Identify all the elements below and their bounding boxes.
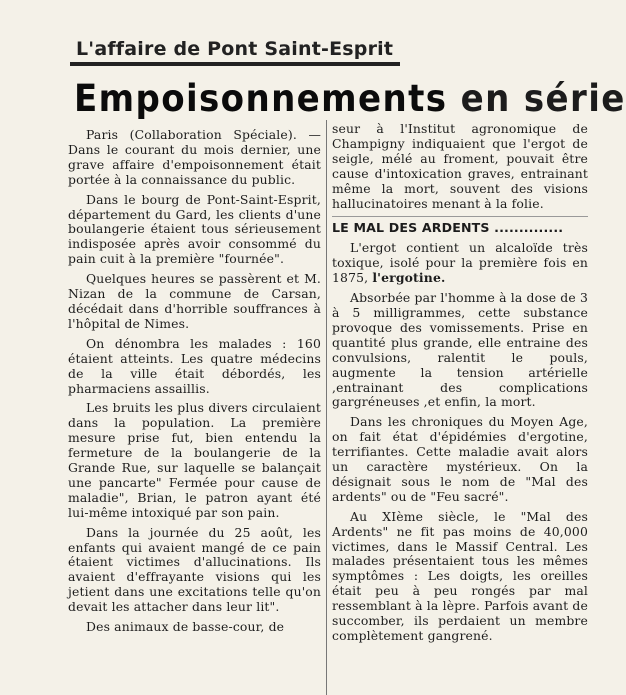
- paragraph: On dénombra les malades : 160 étaient atteints. Les quatre médecins de la ville était débordés, les pharmaciens assaillis.: [68, 335, 321, 396]
- column-divider: [326, 120, 327, 695]
- paragraph: Dans le bourg de Pont-Saint-Esprit, département du Gard, les clients d'une boulangerie étaient tous sérieusement indisposée après avoir consommé du pain cuit à la première "fournée".: [68, 191, 321, 267]
- headline-part-1: Empoisonnements: [74, 77, 448, 120]
- paragraph: seur à l'Institut agronomique de Champigny indiquaient que l'ergot de seigle, mélé au froment, pouvait être cause d'intoxication graves, entrainant même la mort, souvent des visions hallucinatoires menant à la folie.: [332, 121, 588, 211]
- paragraph: Dans la journée du 25 août, les enfants qui avaient mangé de ce pain étaient victimes d'allucinations. Ils avaient d'effrayante visions qui les jetient dans une excitations telle qu'on devait les attacher dans leur lit".: [68, 524, 321, 615]
- section-subhead: LE MAL DES ARDENTS ..............: [332, 216, 588, 236]
- ergotine-term: l'ergotine.: [372, 270, 446, 286]
- paragraph: Absorbée par l'homme à la dose de 3 à 5 milligrammes, cette substance provoque des vomissements. Prise en quantité plus grande, elle entraine des convulsions, ralentit le pouls, augmente la tension artérielle ,entrainant des complications gargréneuses ,et enfin, la mort.: [332, 290, 588, 410]
- kicker-heading: L'affaire de Pont Saint-Esprit: [70, 32, 400, 66]
- paragraph: Paris (Collaboration Spéciale). — Dans le courant du mois dernier, une grave affaire d'empoisonnement était portée à la connaissance du public.: [68, 127, 321, 187]
- paragraph-text: L'ergot contient un alcaloïde très toxique, isolé pour la première fois en 1875,: [332, 240, 588, 286]
- headline-part-2: en série: [447, 77, 626, 120]
- paragraph: Les bruits les plus divers circulaient dans la population. La première mesure prise fut, bien entendu la fermeture de la boulangerie de la Grande Rue, sur laquelle se balançait une pancarte" Fermée pour cause de maladie", Brian, le patron ayant été lui-même intoxiqué par son pain.: [68, 400, 321, 520]
- paragraph: Des animaux de basse-cour, de: [86, 619, 285, 635]
- article-column-2: [332, 122, 588, 649]
- main-headline: [74, 76, 626, 124]
- paragraph: Au XIème siècle, le "Mal des Ardents" ne fit pas moins de 40,000 victimes, dans le Massif Central. Les malades présentaient tous les mêmes symptômes : Les doigts, les oreilles était peu à peu rongés par mal ressemblant à la lèpre. Parfois avant de succomber, ils perdaient un membre complètement gangrené.: [332, 508, 588, 643]
- article-column-1: [68, 128, 321, 640]
- paragraph: Quelques heures se passèrent et M. Nizan de la commune de Carsan, décédait dans d'horrible souffrances à l'hôpital de Nimes.: [68, 271, 321, 331]
- paragraph: [332, 241, 588, 286]
- paragraph: Dans les chroniques du Moyen Age, on fait état d'épidémies d'ergotine, terrifiantes. Cette maladie avait alors un caractère mystérieux. On la désignait sous le nom de "Mal des ardents" ou de "Feu sacré".: [332, 414, 588, 504]
